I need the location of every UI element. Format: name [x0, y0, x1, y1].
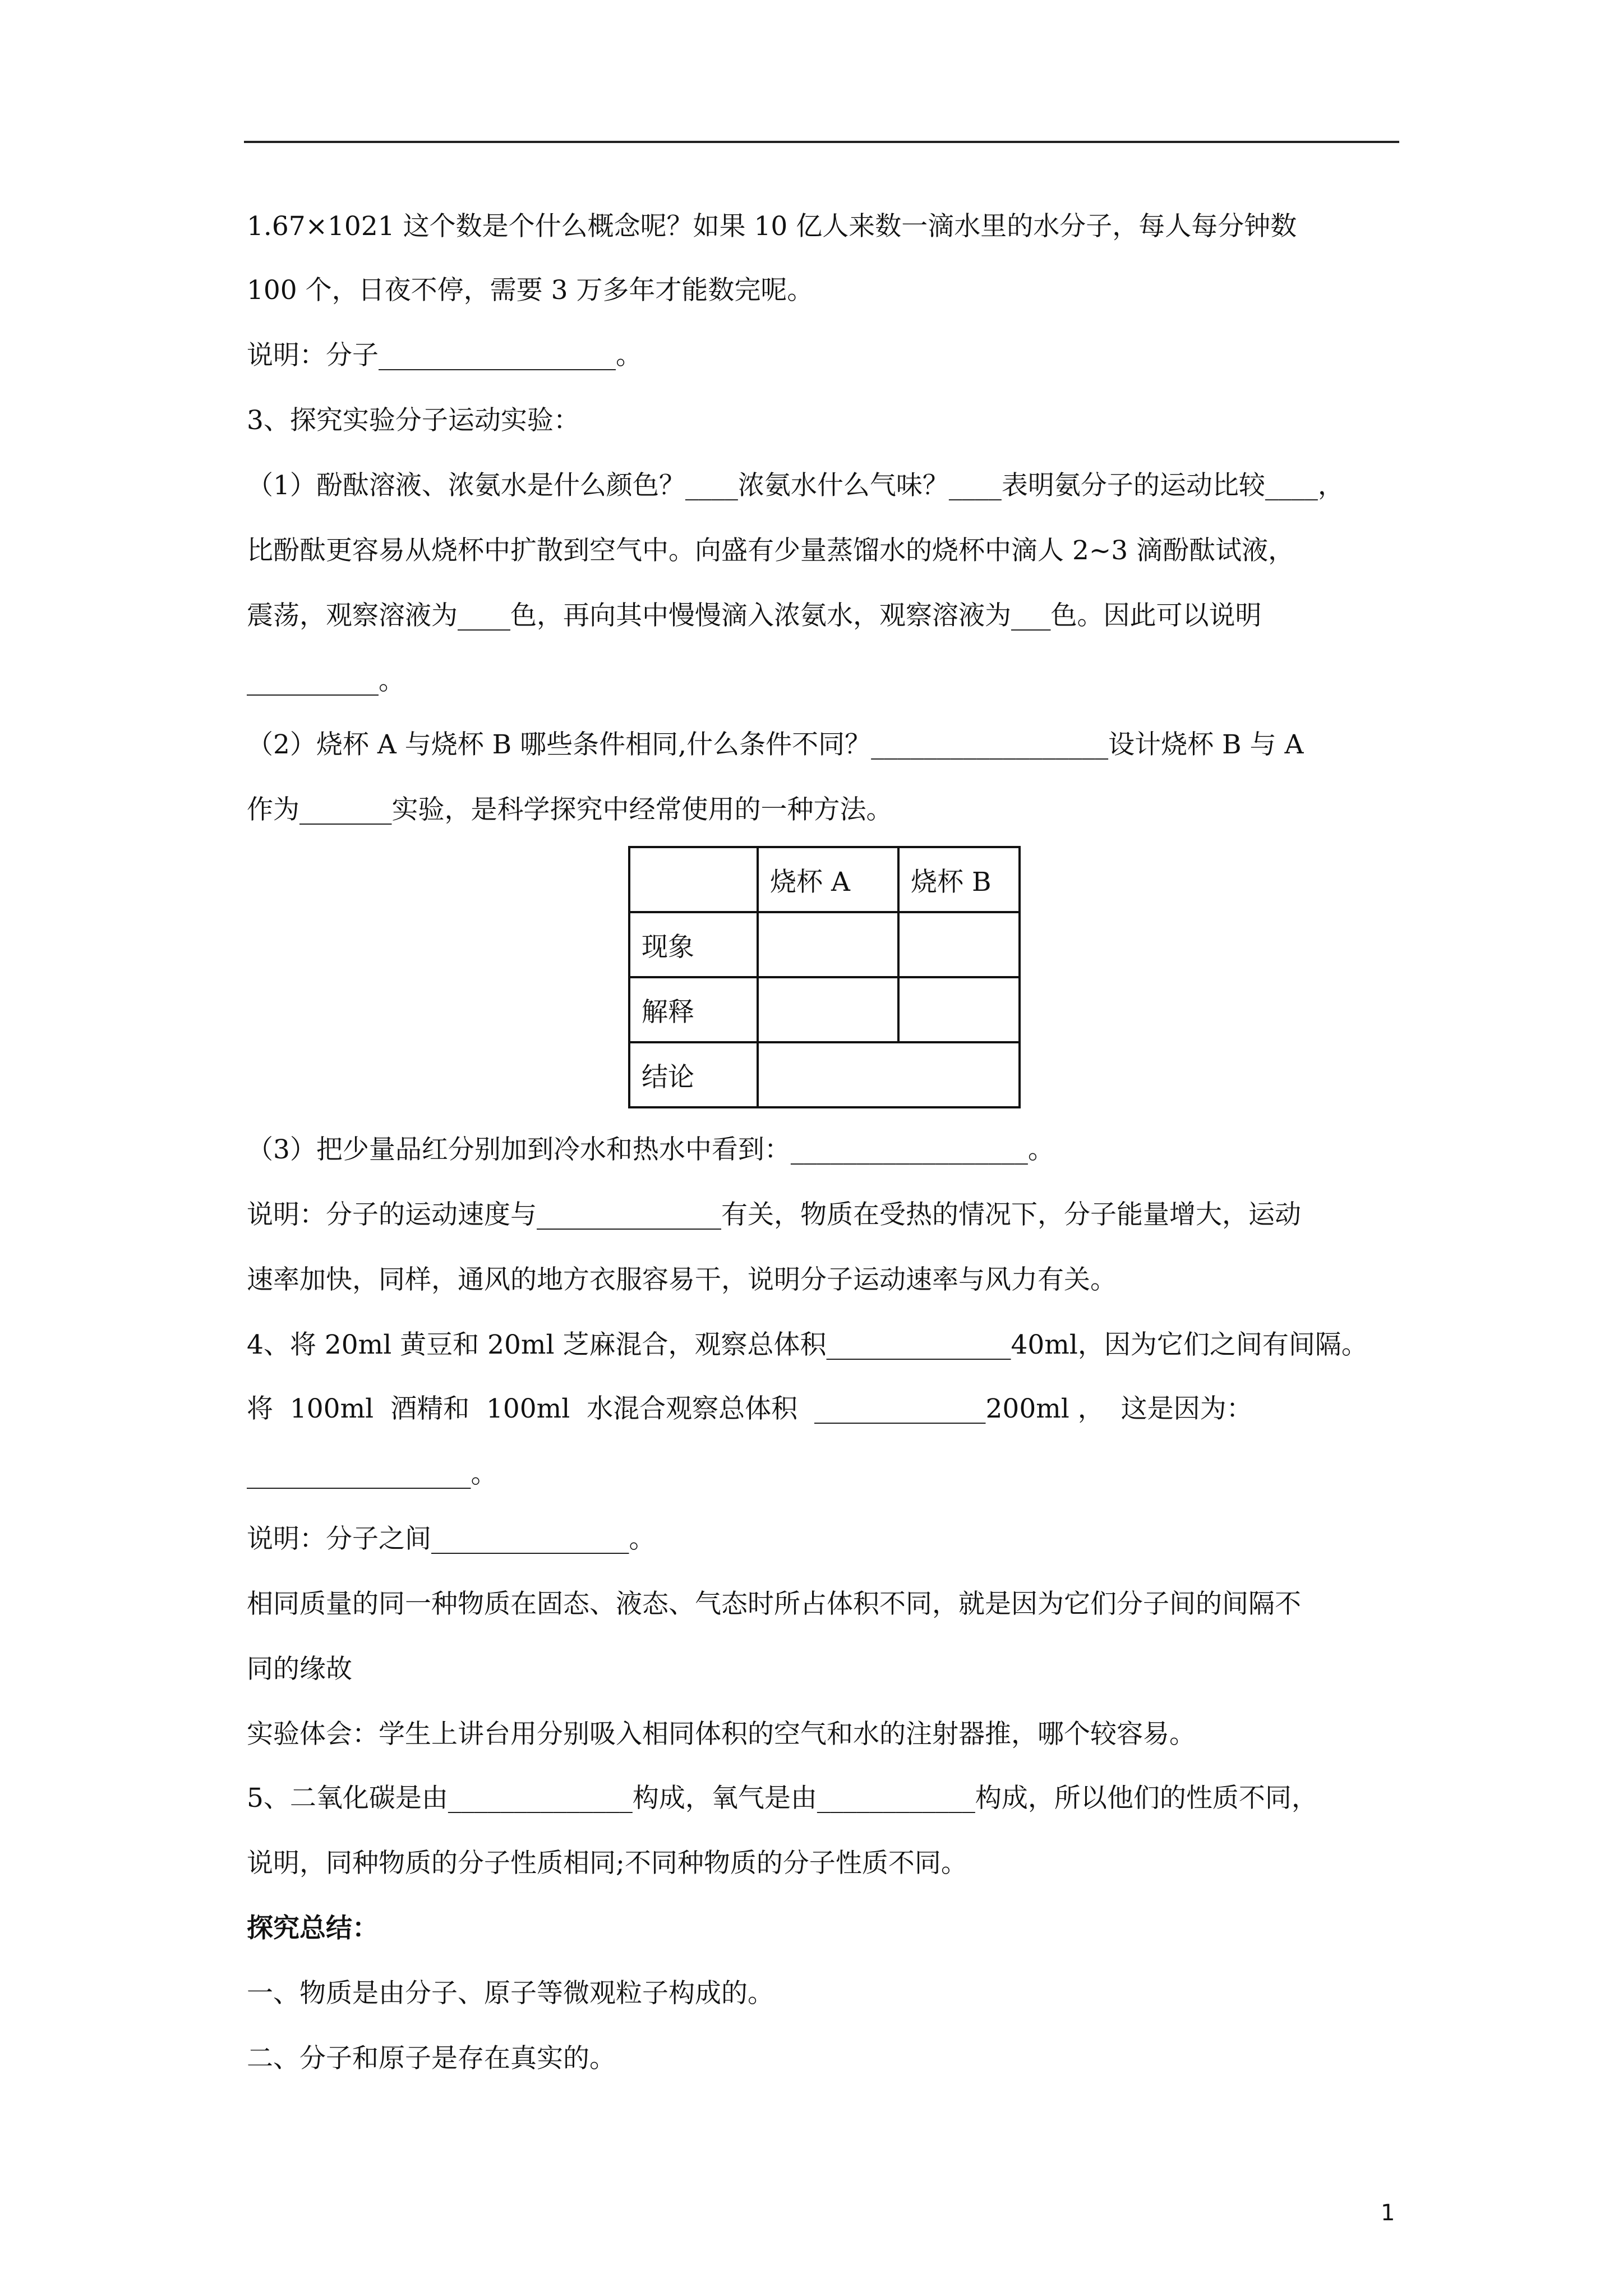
paragraph-line: 速率加快，同样，通风的地方衣服容易干，说明分子运动速率与风力有关。 — [247, 1264, 1117, 1295]
paragraph-line: 将 100ml 酒精和 100ml 水混合观察总体积 _____________200ml ， 这是因为： — [247, 1393, 1253, 1424]
table-cell — [629, 847, 758, 912]
table-header-cell: 烧杯 B — [898, 847, 1020, 912]
paragraph-line: （3）把少量品红分别加到冷水和热水中看到：__________________。 — [247, 1134, 1054, 1165]
paragraph-line: 说明：分子的运动速度与______________有关，物质在受热的情况下，分子能量增大，运动 — [247, 1199, 1301, 1230]
table-cell — [898, 912, 1020, 977]
paragraph-line: 100 个，日夜不停，需要 3 万多年才能数完呢。 — [247, 275, 814, 306]
beaker-table — [628, 846, 1021, 1108]
table-row-label: 现象 — [629, 912, 758, 977]
paragraph-line: 说明：分子之间_______________。 — [247, 1524, 656, 1554]
paragraph-line: 二、分子和原子是存在真实的。 — [247, 2043, 616, 2074]
paragraph-line: _________________。 — [247, 1458, 497, 1489]
paragraph-line: 作为_______实验，是科学探究中经常使用的一种方法。 — [247, 794, 893, 825]
table-row-label: 结论 — [629, 1042, 758, 1107]
table-cell — [758, 977, 898, 1042]
table-cell — [898, 977, 1020, 1042]
paragraph-line: __________。 — [247, 665, 405, 696]
table-row-label: 解释 — [629, 977, 758, 1042]
paragraph-line: 说明：分子__________________。 — [247, 340, 642, 371]
table-row — [629, 912, 1020, 977]
paragraph-line: 说明，同种物质的分子性质相同;不同种物质的分子性质不同。 — [247, 1848, 967, 1879]
table-row — [629, 977, 1020, 1042]
paragraph-line: 实验体会：学生上讲台用分别吸入相同体积的空气和水的注射器推，哪个较容易。 — [247, 1719, 1196, 1750]
paragraph-line: （2）烧杯 A 与烧杯 B 哪些条件相同,什么条件不同？__________________设计烧杯 B 与 A — [247, 729, 1304, 760]
table-header-cell: 烧杯 A — [758, 847, 898, 912]
paragraph-line: 一、物质是由分子、原子等微观粒子构成的。 — [247, 1978, 774, 2009]
page-number: 1 — [1381, 2200, 1395, 2226]
table-merged-cell — [758, 1042, 1020, 1107]
paragraph-line: 3、探究实验分子运动实验： — [247, 405, 580, 436]
paragraph-line: 比酚酞更容易从烧杯中扩散到空气中。向盛有少量蒸馏水的烧杯中滴人 2~3 滴酚酞试液， — [247, 535, 1295, 566]
paragraph-line: 5、二氧化碳是由______________构成，氧气是由____________构成，所以他们的性质不同， — [247, 1783, 1318, 1814]
paragraph-line: 震荡，观察溶液为____色，再向其中慢慢滴入浓氨水，观察溶液为___色。因此可以说明 — [247, 600, 1262, 631]
table-row — [629, 847, 1020, 912]
table-row — [629, 1042, 1020, 1107]
paragraph-line: 1.67×1021 这个数是个什么概念呢？如果 10 亿人来数一滴水里的水分子，每人每分钟数 — [247, 211, 1297, 242]
table-cell — [758, 912, 898, 977]
header-rule — [244, 141, 1399, 143]
section-heading: 探究总结： — [247, 1913, 379, 1944]
paragraph-line: 4、将 20ml 黄豆和 20ml 芝麻混合，观察总体积______________40ml，因为它们之间有间隔。 — [247, 1329, 1368, 1360]
paragraph-line: 相同质量的同一种物质在固态、液态、气态时所占体积不同，就是因为它们分子间的间隔不 — [247, 1589, 1301, 1619]
paragraph-line: （1）酚酞溶液、浓氨水是什么颜色？____浓氨水什么气味？____表明氨分子的运动比较____， — [247, 470, 1344, 501]
paragraph-line: 同的缘故 — [247, 1654, 352, 1685]
